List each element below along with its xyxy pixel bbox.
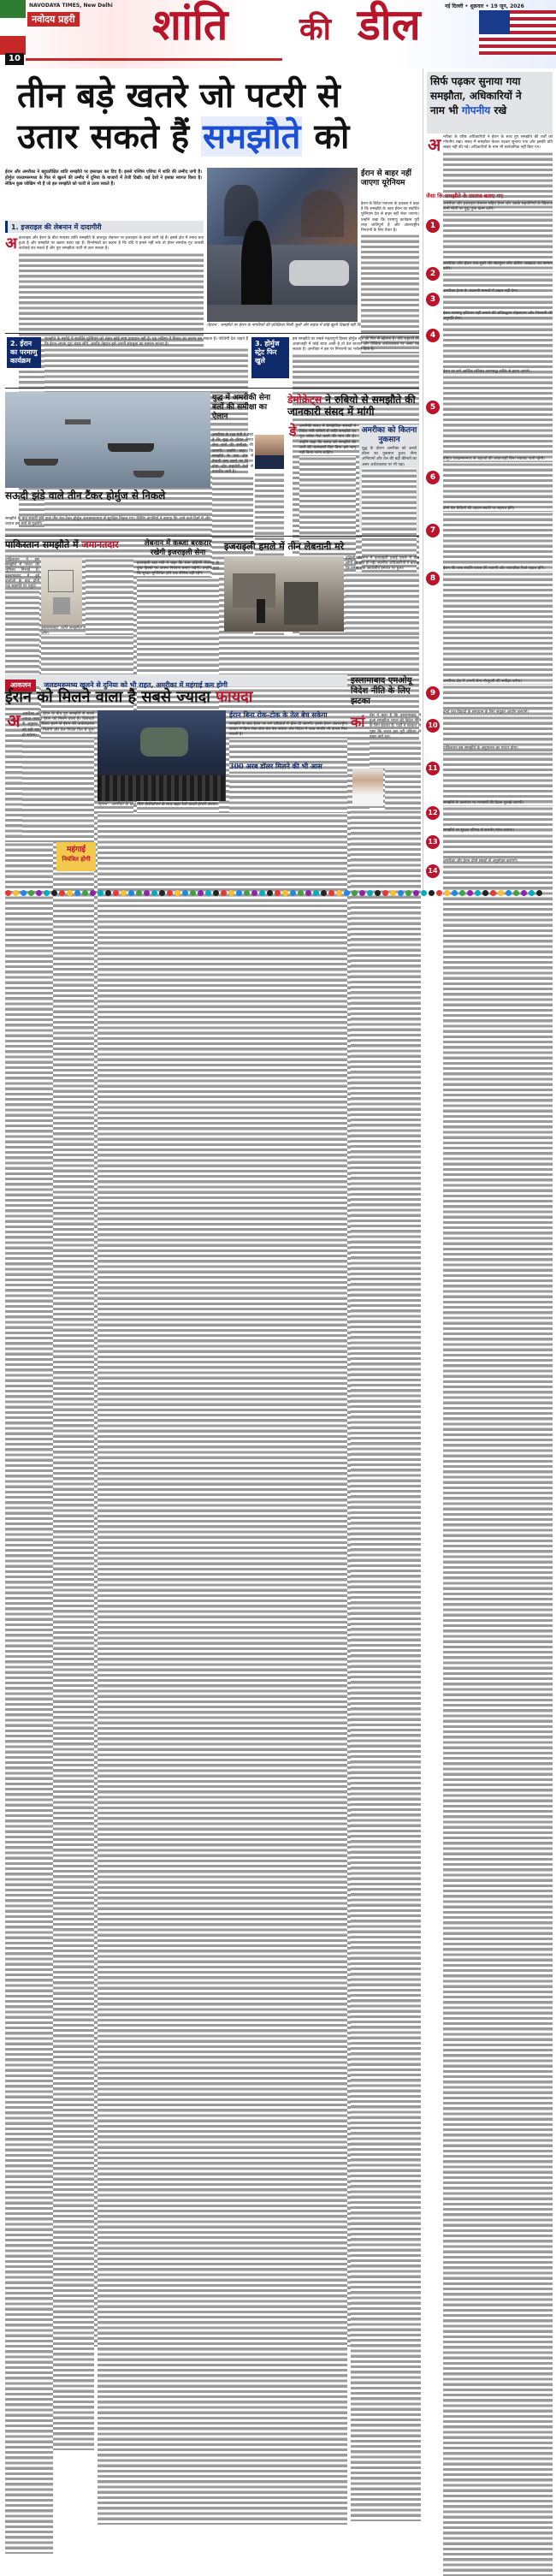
registration-dot	[113, 890, 119, 896]
registration-dot	[128, 890, 134, 896]
portrait-photo	[255, 435, 284, 469]
registration-dot	[459, 890, 465, 896]
pakistan-text: पाकिस्तान ने इस समझौते में गारंटर की भूमिका निभाई है। इस्लामाबाद में हुई वार्ताओं के बाद दोनों पक्ष सहमति पर पहुंचे।	[5, 558, 39, 669]
loss-box-title: अमरीका को कितना नुकसान	[361, 426, 417, 444]
flag-left	[0, 0, 26, 55]
registration-dot	[275, 890, 281, 896]
point-14: 14 अमरीका और ईरान दोनों संसदों से अनुमोदन कराएंगे।	[424, 859, 554, 885]
pakistan-caption: इस्लामाबाद: शांति समझौता होने पर जश्न मनाते पाकिस्तान के लोग।	[41, 626, 132, 636]
tanker-text: समझौते के बाद सऊदी झंडे वाले तीन तेल टैंकर होर्मुज जलडमरूमध्य से सुरक्षित निकल गए। शिपिंग कंपनियों ने बताया कि आने वाले दिनों में और जहाज इस मार्ग से गुजरेंगे।	[5, 517, 210, 532]
rally-photo	[98, 710, 226, 801]
registration-dot	[98, 890, 104, 896]
registration-dot	[398, 890, 404, 896]
registration-dot	[282, 890, 288, 896]
point-4: 4 ईरान परमाणु हथियार नहीं बनाने की प्रतिबद्धता दोहराएगा और निगरानी की अनुमति देगा।	[424, 312, 554, 368]
point-13: 13 समझौते पर सुरक्षा परिषद से समर्थन मांगा जाएगा।	[424, 828, 554, 858]
registration-dot	[536, 890, 542, 896]
lead-headline-line-1: तीन बड़े खतरे जो पटरी से	[17, 75, 340, 116]
registration-dot	[290, 890, 296, 896]
registration-dot	[51, 890, 57, 896]
registration-dot	[529, 890, 535, 896]
point-10: 10 दोनों पक्ष विवादों के समाधान के लिए संयुक्त आयोग बनाएंगे।	[424, 710, 554, 745]
title-deal: डील	[358, 0, 421, 50]
woman-figure	[241, 221, 272, 317]
registration-dot	[375, 890, 381, 896]
registration-dot	[313, 890, 319, 896]
registration-dot	[390, 890, 396, 896]
registration-dot	[259, 890, 265, 896]
registration-dot	[74, 890, 80, 896]
lead-photo	[207, 168, 358, 322]
registration-dot	[44, 890, 50, 896]
title-shanti: शांति	[152, 0, 228, 50]
sub1-text: इजराइल और ईरान के बीच मध्यस्थ शांति समझौते के बावजूद लेबनान पर इजराइल के हमले जारी रहे हैं। इससे क्षेत्र में तनाव बना हुआ है और समझौते पर खतरा मंडरा रहा है। विश्लेषकों का कहना है कि यदि ये हमले नहीं रुके तो ईरान समर्थक गुट जवाबी कार्रवाई कर सकते हैं और पूरा समझौता पटरी से उतर सकता है।	[19, 236, 204, 329]
bottom-headline: ईरान को मिलने वाला है सबसे ज्यादा फायदा	[5, 688, 253, 706]
registration-dot	[28, 890, 34, 896]
point-2: 2 अमरीका और ईरान एक-दूसरे की संप्रभुता और क्षेत्रीय अखंडता का सम्मान करेंगे।	[424, 262, 554, 288]
point-7: 7 दोनों देश कैदियों की अदला-बदली पर सहमत होंगे।	[424, 507, 554, 565]
islamabad-dropcap: कां	[351, 714, 365, 730]
registration-dot	[5, 890, 11, 896]
kicker-aakalan: आकलन	[5, 680, 36, 691]
registration-dot	[144, 890, 150, 896]
sub2-box: 2. ईरान का परमाणु कार्यक्रम	[7, 337, 41, 368]
point-12: 12 समझौते के उल्लंघन पर मध्यस्थों की बैठक बुलाई जाएगी।	[424, 801, 554, 827]
registration-dot	[482, 890, 488, 896]
registration-dots-bottom	[5, 883, 553, 890]
registration-dot	[159, 890, 165, 896]
registration-dot	[367, 890, 373, 896]
islamabad-headline: इस्लामाबाद एमओयू विदेश नीति के लिए झटका	[351, 676, 412, 706]
registration-dot	[151, 890, 157, 896]
registration-dot	[236, 890, 242, 896]
registration-dot	[352, 890, 358, 896]
congress-leader-photo	[352, 769, 383, 806]
registration-dot	[328, 890, 334, 896]
registration-dot	[405, 890, 411, 896]
registration-dot	[321, 890, 327, 896]
registration-dot	[467, 890, 473, 896]
oil-text: समझौते के बाद ईरान पर लगे प्रतिबंधों में ढील दी जाएगी। इससे ईरान अंतरराष्ट्रीय बाजार में बिना रोक-टोक तेल बेच सकेगा और विदेश में जब्त संपत्ति भी वापस मिल सकती है।	[229, 722, 347, 760]
lead-headline	[17, 75, 419, 157]
registration-dot	[221, 890, 227, 896]
point-9: 9 अमरीका क्षेत्र में अपनी सैन्य मौजूदगी की समीक्षा करेगा।	[424, 680, 554, 709]
tanker-photo	[5, 392, 210, 488]
registration-dot	[336, 890, 342, 896]
registration-dot	[36, 890, 42, 896]
registration-dot	[421, 890, 427, 896]
pakistan-headline: पाकिस्तान समझौते में जमानतदार	[5, 539, 119, 550]
registration-dot	[213, 890, 219, 896]
point-6: 6 होर्मुज जलडमरूमध्य से जहाजों की आवाजाही बिना रुकावट जारी रहेगी।	[424, 457, 554, 505]
lebanon-army-text: इजराइली रक्षा मंत्री ने कहा कि सेना दक्षिणी लेबनान के कुछ हिस्सों पर अपना नियंत्रण बनाए रखेगी। उन्होंने कहा कि सुरक्षा सुनिश्चित होने तक सैनिक वहीं रहेंगे।	[137, 561, 219, 669]
registration-dot	[21, 890, 27, 896]
section-label: नवोदय प्रहरी	[27, 12, 80, 27]
registration-dot	[498, 890, 504, 896]
oil-sub: ईरान बिना रोक-टोक के तेल बेच सकेगा	[229, 710, 328, 719]
registration-dot	[521, 890, 527, 896]
inflation-box: महंगाई नियंत्रित होगी	[56, 842, 96, 871]
registration-dot	[359, 890, 365, 896]
registration-dot	[136, 890, 142, 896]
dropcap-a: अ	[5, 234, 17, 252]
lead-headline-line-2: उतार सकते हैं समझौते को	[17, 116, 350, 157]
registration-dot	[506, 890, 512, 896]
registration-dot	[228, 890, 234, 896]
registration-dot	[59, 890, 65, 896]
registration-dot	[436, 890, 442, 896]
registration-dot	[121, 890, 127, 896]
registration-dot	[298, 890, 304, 896]
mid-left-headline: युद्ध में अमरीकी सेना बलों की समीक्षा का ऐलान	[212, 394, 271, 421]
sub3-text: इस समझौते का सबसे महत्वपूर्ण हिस्सा होर्मुज स्ट्रेट को फिर से खोलना है। यदि जहाजों की आवाजाही में कोई बाधा आती है तो तेल बाजार और वैश्विक अर्थव्यवस्था पर असर पड़ सकता है। अमरीका ने इस पर निगरानी का भरोसा दिया है।	[293, 337, 419, 385]
registration-dot	[475, 890, 481, 896]
sub2-text: समझौते के मसौदे में संवर्धित यूरेनियम को लेकर कोई स्पष्ट प्रावधान नहीं है। यह भविष्य में विवाद का कारण बन सकता है। पश्चिमी देश चाहते हैं कि ईरान अपना पूरा भंडार सौंपे, जबकि तेहरान इसे अपनी संप्रभुता का मामला मानता है।	[44, 337, 248, 385]
lead-intro: ईरान और अमरीका ने बहुप्रतीक्षित शांति समझौते पर हस्ताक्षर कर दिए हैं। इससे पश्चिम एशिया में शांति की उम्मीद जगी है। होर्मुज जलडमरूमध्य के फिर से खुलने की उम्मीद में दुनिया के बाजारों में तेजी दिखी। कई देशों ने इसका स्वागत किया है। लेकिन कुछ जोखिम भी हैं जो इस समझौते को पटरी से उतार सकते हैं।	[5, 169, 202, 187]
registration-dot	[82, 890, 88, 896]
points-list	[424, 202, 554, 887]
side-text: ईरान के विदेश मंत्रालय के प्रवक्ता ने कहा है कि समझौते के तहत ईरान का संवर्धित यूरेनियम देश से बाहर नहीं भेजा जाएगा। उन्होंने कहा कि परमाणु कार्यक्रम पूरी तरह शांतिपूर्ण है और अंतरराष्ट्रीय निगरानी के लिए तैयार है।	[361, 202, 419, 322]
registration-dot	[513, 890, 519, 896]
registration-dot	[167, 890, 173, 896]
pakistan-photo	[41, 558, 82, 625]
right-headline-box: सिर्फ पढ़कर सुनाया गया समझौता, अधिकारियों ने नाम भी गोपनीय रखे	[427, 72, 553, 134]
tanker-headline: सऊदी झंडे वाले तीन टैंकर होर्मुज से निकले	[5, 490, 166, 502]
democrats-headline: डेमोक्रेट्स ने रुबियो से समझौते की जानकारी संसद में मांगी	[287, 394, 416, 418]
registration-dot	[382, 890, 388, 896]
israel-attack-headline: इजराइली हमले में तीन लेबनानी मरे	[224, 541, 345, 552]
registration-dot	[267, 890, 273, 896]
title-ki: की	[299, 11, 331, 47]
registration-dot	[174, 890, 180, 896]
page-number: 10	[5, 53, 24, 65]
bottom-strap: आकलन जलडमरूमध्य खुलने से दुनिया को भी राहत, अमरीका में महंगाई कम होगी	[5, 674, 347, 686]
lead-photo-caption: तेहरान : समझौते पर ईरान के नागरिकों की प्रतिक्रिया मिली जुली और सड़क में कोई खुशी दिखाई नहीं दिखी।	[207, 323, 366, 328]
point-8: 8 ईरान की जब्त संपत्ति वापस की जाएगी और व्यापारिक रिश्ते बहाल होंगे।	[424, 567, 554, 678]
point-3: 3 अमरीका ईरान के अंदरूनी मामलों में दखल नहीं देगा।	[424, 289, 554, 310]
list-title: जैसा कि समझौते के प्रस्ताव बताए गए	[426, 193, 503, 199]
registration-dot	[198, 890, 204, 896]
bottom-text: अमरीका और ईरान के बीच हुए समझौते से सबसे ज्यादा फायदा ईरान को मिलने वाला है। विशेषज्ञों के अनुसार प्रतिबंध हटने से ईरान की अर्थव्यवस्था को बड़ी राहत मिलेगी और तेल निर्यात फिर से शुरू हो सकेगा।	[22, 712, 94, 840]
registration-dot	[244, 890, 250, 896]
paper-name: NAVODAYA TIMES, New Delhi	[29, 3, 113, 9]
registration-dot	[105, 890, 111, 896]
registration-dot	[444, 890, 450, 896]
loss-box-text: युद्ध के दौरान अमरीका को अरबों डॉलर का नुकसान हुआ। सैन्य अभियानों और तेल की बढ़ी कीमतों का असर अर्थव्यवस्था पर भी पड़ा।	[362, 447, 417, 527]
registration-dot	[182, 890, 188, 896]
side-headline: ईरान से बाहर नहीं जाएगा यूरेनियम	[361, 169, 411, 187]
masthead	[0, 0, 556, 68]
lebanon-army-headline: लेबनान में कब्जा बरकरार रखेगी इजराइली सेना	[144, 539, 212, 557]
assets-sub: 300 अरब डॉलर मिलने की भी आस	[229, 762, 322, 770]
sub1-heading: 1. इजराइल की लेबनान में दादागीरी	[5, 221, 204, 233]
highlight-samjhaute: समझौते	[203, 116, 301, 157]
point-1: 1 अमरीका और इजराइल लेबनान सहित ईरान और उसके सहयोगियों के खिलाफ सभी मोर्चों पर युद्ध तुरंत खत्म करेंगे।	[424, 202, 554, 260]
islamabad-text: ग्रेस ने कहा है कि इस्लामाबाद में हुआ समझौता भारत की विदेश नीति के लिए झटका है। पार्टी ने सरकार से पूछा कि भारत इस पूरी प्रक्रिया से बाहर क्यों रहा।	[370, 714, 421, 765]
registration-dot	[429, 890, 435, 896]
registration-dot	[13, 890, 19, 896]
point-11: 11 पाकिस्तान इस समझौते के अनुपालन का गारंटर होगा।	[424, 746, 554, 799]
mid-left-text: अमरीका के रक्षा मंत्री ने कहा है कि युद्ध के दौरान तैनात सेना बलों की समीक्षा की जाएगी। उन्होंने कहा कि समझौते के बाद क्षेत्र में तैनाती कम करने पर विचार होगा और सहयोगी देशों से बातचीत जारी है।	[212, 433, 253, 532]
registration-dot	[205, 890, 211, 896]
rubble-photo	[224, 556, 344, 632]
right-intro: मरीका के वरिष्ठ अधिकारियों ने ईरान के साथ हुए समझौते की शर्तों को गोपनीय रखा। संसद में समझौता केवल पढ़कर सुनाया गया और इसकी प्रति साझा नहीं की गई। अधिकारियों के नाम भी सार्वजनिक नहीं किए गए।	[443, 135, 553, 188]
dateline: नई दिल्ली • शुक्रवार • 19 जून, 2026	[445, 3, 524, 9]
loss-box	[359, 424, 419, 532]
rally-caption: तेहरान : अमरीका के खत्ते किए हेलीकॉप्टर के साथ खड़ा रैली करती ईरानी जनता।	[98, 803, 218, 807]
registration-dot	[452, 890, 458, 896]
registration-dot	[413, 890, 419, 896]
registration-dot	[90, 890, 96, 896]
registration-dot	[67, 890, 73, 896]
democrats-text: अमरीकी संसद में डेमोक्रेटिक सांसदों ने विदेश मंत्री रुबियो से शांति समझौते का पूरा ब्योरा पेश करने की मांग की है। उन्होंने कहा कि संसद को समझौते की शर्तों की जानकारी दिए बिना इसे लागू नहीं किया जाना चाहिए।	[299, 424, 356, 532]
right-dropcap: अ	[428, 134, 441, 155]
point-5: 5 ईरान पर लगे आर्थिक प्रतिबंध चरणबद्ध तरीके से हटाए जाएंगे।	[424, 370, 554, 455]
registration-dot	[490, 890, 496, 896]
registration-dot	[305, 890, 311, 896]
registration-dot	[251, 890, 257, 896]
sub3-box: 3. होर्मुज स्ट्रेट फिर खुले	[251, 337, 289, 378]
registration-dot	[190, 890, 196, 896]
registration-dot	[344, 890, 350, 896]
israel-attack-text: दक्षिणी लेबनान में इजराइली हवाई हमले में तीन लोगों की मौत हो गई। स्थानीय अधिकारियों ने बताया कि हमला एक आवासीय इमारत पर हुआ।	[346, 556, 419, 632]
